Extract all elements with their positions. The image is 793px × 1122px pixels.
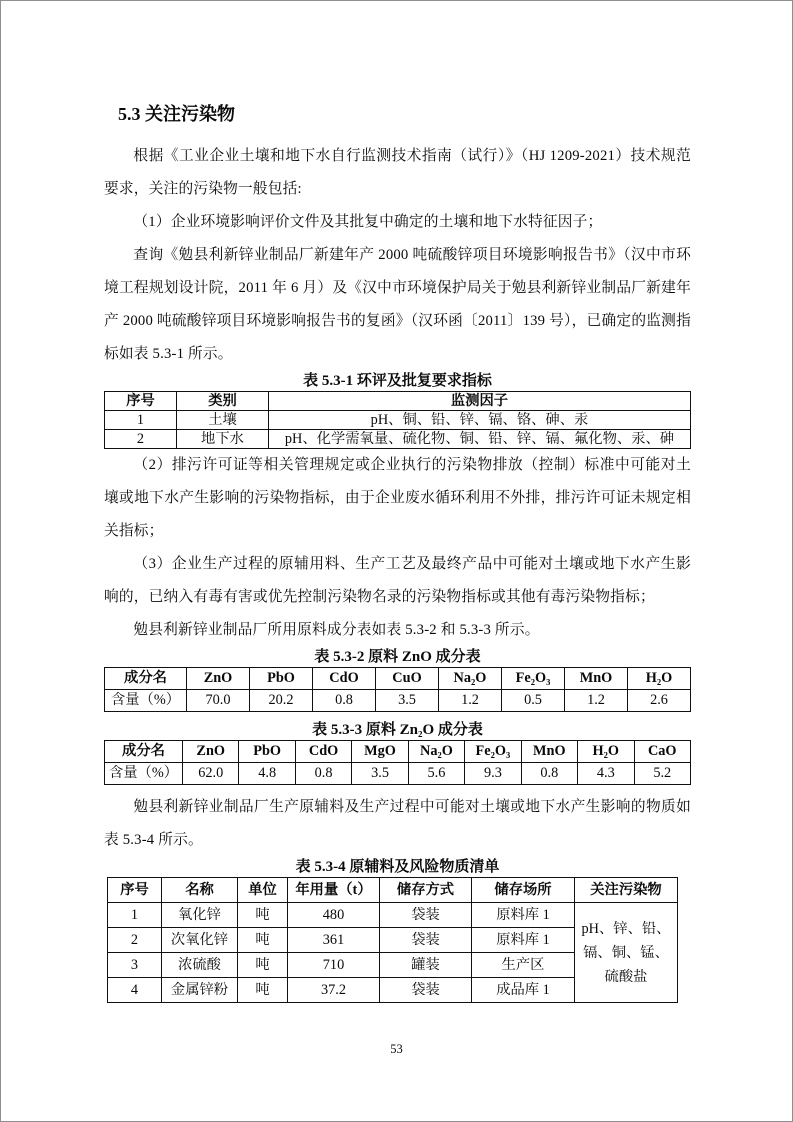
table-header-row — [108, 878, 678, 903]
table-row — [105, 690, 691, 712]
table-cell: 0.5 — [502, 690, 565, 712]
table-cell: 罐装 — [380, 953, 472, 978]
table-cell: 浓硫酸 — [162, 953, 238, 978]
table-5-3-4-title: 表 5.3-4 原辅料及风险物质清单 — [295, 859, 500, 875]
table-header-cell: MnO — [565, 668, 628, 690]
table-cell: 480 — [288, 903, 380, 928]
table-cell: 吨 — [238, 978, 288, 1003]
table-cell: 袋装 — [380, 978, 472, 1003]
table-cell: 0.8 — [313, 690, 376, 712]
table-5-3-1 — [104, 391, 691, 449]
table-cell: 吨 — [238, 953, 288, 978]
table-cell: 原料库 1 — [472, 903, 575, 928]
table-cell: 9.3 — [465, 763, 521, 785]
table-cell: 含量（%） — [105, 690, 187, 712]
paragraph-item-3: （3）企业生产过程的原辅用料、生产工艺及最终产品中可能对土壤或地下水产生影响的，已纳入有毒有害或优先控制污染物名录的污染物指标或其他有毒污染物指标； — [104, 556, 691, 605]
table-header-row — [105, 392, 691, 411]
table-cell: 含量（%） — [105, 763, 183, 785]
table-row — [105, 430, 691, 449]
table-5-3-2 — [104, 667, 691, 712]
table-cell: 生产区 — [472, 953, 575, 978]
table-header-cell: CuO — [376, 668, 439, 690]
table-cell: 袋装 — [380, 928, 472, 953]
section-heading: 5.3 关注污染物 — [118, 104, 235, 124]
table-cell: 吨 — [238, 903, 288, 928]
table-cell: 0.8 — [295, 763, 351, 785]
table-header-cell: MnO — [521, 741, 577, 763]
table-header-cell: CdO — [295, 741, 351, 763]
table-cell: 0.8 — [521, 763, 577, 785]
table-cell: 2 — [108, 928, 162, 953]
table-header-cell: CdO — [313, 668, 376, 690]
table-cell: 37.2 — [288, 978, 380, 1003]
table-header-cell: Na₂O — [439, 668, 502, 690]
paragraph-eia-query: 查询《勉县利新锌业制品厂新建年产 2000 吨硫酸锌项目环境影响报告书》（汉中市环境工程规划设计院，2011 年 6 月）及《汉中市环境保护局关于勉县利新锌业制品厂新建年产 2000 吨硫酸锌项目环境影响报告书的复函》（汉环函〔2011〕139 号），已确定的监测指标如表 5.3-1 所示。 — [104, 247, 691, 362]
table-cell: 氧化锌 — [162, 903, 238, 928]
table-cell: pH、铜、铅、锌、镉、铬、砷、汞 — [269, 411, 691, 430]
table-header-cell: PbO — [239, 741, 295, 763]
document-content — [104, 1, 691, 1003]
table-cell: 2 — [105, 430, 177, 449]
table-header-cell: 类别 — [177, 392, 269, 411]
table-5-3-3-title: 表 5.3-3 原料 Zn₂O 成分表 — [312, 722, 483, 738]
table-5-3-3 — [104, 740, 691, 785]
table-cell: 3.5 — [352, 763, 408, 785]
table-header-cell: ZnO — [183, 741, 239, 763]
table-cell: 4.3 — [578, 763, 634, 785]
table-cell: 4 — [108, 978, 162, 1003]
table-header-cell: 序号 — [108, 878, 162, 903]
table-header-cell: 名称 — [162, 878, 238, 903]
table-cell: 3.5 — [376, 690, 439, 712]
table-cell: 1.2 — [439, 690, 502, 712]
paragraph-risk-material-intro: 勉县利新锌业制品厂生产原辅料及生产过程中可能对土壤或地下水产生影响的物质如表 5.3-4 所示。 — [104, 799, 691, 848]
table-cell: 710 — [288, 953, 380, 978]
table-cell: 4.8 — [239, 763, 295, 785]
table-header-cell: 储存场所 — [472, 878, 575, 903]
paragraph-item-1: （1）企业环境影响评价文件及其批复中确定的土壤和地下水特征因子； — [133, 214, 603, 230]
table-header-cell: 储存方式 — [380, 878, 472, 903]
table-cell: 70.0 — [187, 690, 250, 712]
table-header-cell: 成分名 — [105, 741, 183, 763]
table-cell: 62.0 — [183, 763, 239, 785]
paragraph-intro: 根据《工业企业土壤和地下水自行监测技术指南（试行）》（HJ 1209-2021）技术规范要求，关注的污染物一般包括: — [104, 148, 691, 197]
table-header-cell: H₂O — [628, 668, 691, 690]
table-5-3-2-title: 表 5.3-2 原料 ZnO 成分表 — [314, 649, 481, 665]
table-5-3-4 — [107, 877, 678, 1003]
table-header-cell: CaO — [634, 741, 691, 763]
table-cell: 20.2 — [250, 690, 313, 712]
table-cell: 土壤 — [177, 411, 269, 430]
table-header-cell: 监测因子 — [269, 392, 691, 411]
table-cell: 2.6 — [628, 690, 691, 712]
table-cell: 地下水 — [177, 430, 269, 449]
table-header-cell: H₂O — [578, 741, 634, 763]
table-cell: 3 — [108, 953, 162, 978]
table-row — [105, 763, 691, 785]
table-header-cell: 单位 — [238, 878, 288, 903]
table-header-cell: MgO — [352, 741, 408, 763]
table-header-cell: 序号 — [105, 392, 177, 411]
table-cell: pH、化学需氧量、硫化物、铜、铅、锌、镉、氟化物、汞、砷 — [269, 430, 691, 449]
table-header-cell: 关注污染物 — [575, 878, 678, 903]
table-5-3-1-title: 表 5.3-1 环评及批复要求指标 — [303, 373, 492, 389]
paragraph-raw-material-intro: 勉县利新锌业制品厂所用原料成分表如表 5.3-2 和 5.3-3 所示。 — [133, 622, 540, 638]
table-cell: 成品库 1 — [472, 978, 575, 1003]
table-cell: 金属锌粉 — [162, 978, 238, 1003]
table-cell: 361 — [288, 928, 380, 953]
page-number: 53 — [390, 1042, 403, 1056]
table-header-cell: ZnO — [187, 668, 250, 690]
table-header-cell: Fe₂O₃ — [465, 741, 521, 763]
table-cell: 1 — [108, 903, 162, 928]
table-row — [108, 903, 678, 928]
table-cell-pollutants-merged: pH、锌、铅、镉、铜、锰、硫酸盐 — [575, 903, 678, 1003]
table-cell: 吨 — [238, 928, 288, 953]
paragraph-item-2: （2）排污许可证等相关管理规定或企业执行的污染物排放（控制）标准中可能对土壤或地下水产生影响的污染物指标，由于企业废水循环利用不外排，排污许可证未规定相关指标； — [104, 457, 691, 539]
table-header-cell: 成分名 — [105, 668, 187, 690]
table-cell: 1.2 — [565, 690, 628, 712]
table-header-row — [105, 668, 691, 690]
table-cell: 袋装 — [380, 903, 472, 928]
table-cell: 原料库 1 — [472, 928, 575, 953]
table-header-cell: Fe₂O₃ — [502, 668, 565, 690]
table-cell: 次氧化锌 — [162, 928, 238, 953]
table-header-row — [105, 741, 691, 763]
table-cell: 5.2 — [634, 763, 691, 785]
table-header-cell: PbO — [250, 668, 313, 690]
table-header-cell: Na₂O — [408, 741, 464, 763]
table-cell: 1 — [105, 411, 177, 430]
table-cell: 5.6 — [408, 763, 464, 785]
table-row — [105, 411, 691, 430]
table-header-cell: 年用量（t） — [288, 878, 380, 903]
